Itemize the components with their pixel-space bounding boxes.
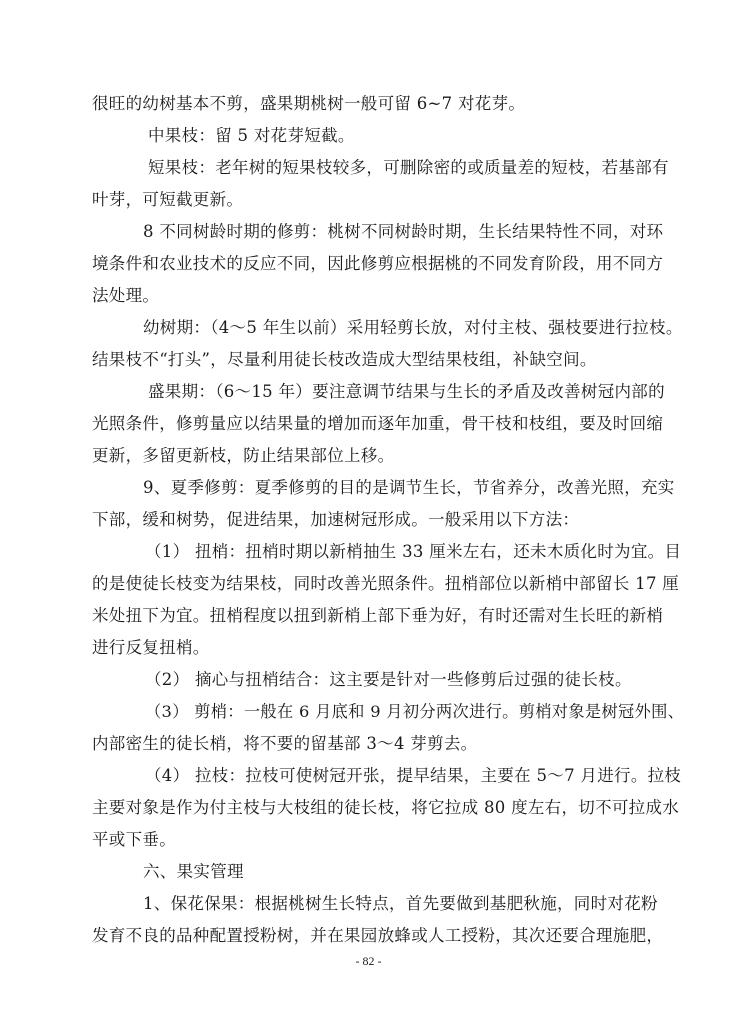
text-line: 很旺的幼树基本不剪，盛果期桃树一般可留 6~7 对花芽。 — [92, 94, 526, 113]
text-line: 短果枝：老年树的短果枝较多，可删除密的或质量差的短枝，若基部有 — [148, 158, 669, 177]
text-line: （3） 剪梢：一般在 6 月底和 9 月初分两次进行。剪梢对象是树冠外围、 — [145, 702, 685, 721]
text-line: 8 不同树龄时期的修剪：桃树不同树龄时期，生长结果特性不同，对环 — [143, 222, 664, 241]
text-line: 发育不良的品种配置授粉树，并在果园放蜂或人工授粉，其次还要合理施肥， — [92, 926, 664, 945]
text-line: 主要对象是作为付主枝与大枝组的徒长枝，将它拉成 80 度左右，切不可拉成水 — [92, 798, 680, 817]
text-line: （1） 扭梢：扭梢时期以新梢抽生 33 厘米左右，还未木质化时为宜。目 — [145, 542, 682, 561]
text-line: 结果枝不“打头”，尽量利用徒长枝改造成大型结果枝组，补缺空间。 — [92, 350, 597, 369]
text-line: 盛果期：（6～15 年）要注意调节结果与生长的矛盾及改善树冠内部的 — [148, 382, 665, 401]
text-line: 9、夏季修剪：夏季修剪的目的是调节生长，节省养分，改善光照，充实 — [143, 478, 675, 497]
text-line: 平或下垂。 — [92, 830, 176, 849]
text-line: 米处扭下为宜。扭梢程度以扭到新梢上部下垂为好，有时还需对生长旺的新梢 — [92, 606, 664, 625]
text-line: 的是使徒长枝变为结果枝，同时改善光照条件。扭梢部位以新梢中部留长 17 厘 — [92, 574, 680, 593]
text-line: 进行反复扭梢。 — [92, 638, 210, 657]
text-line: 1、保花保果：根据桃树生长特点，首先要做到基肥秋施，同时对花粉 — [143, 894, 658, 913]
text-line: 幼树期：（4～5 年生以前）采用轻剪长放，对付主枝、强枝要进行拉枝。 — [143, 318, 683, 337]
text-line: 更新，多留更新枝，防止结果部位上移。 — [92, 446, 395, 465]
text-line: 叶芽，可短截更新。 — [92, 190, 244, 209]
text-line: 内部密生的徒长梢，将不要的留基部 3～4 芽剪去。 — [92, 734, 478, 753]
text-line: （2） 摘心与扭梢结合：这主要是针对一些修剪后过强的徒长枝。 — [145, 670, 632, 689]
text-line: 下部，缓和树势，促进结果，加速树冠形成。一般采用以下方法： — [92, 510, 580, 529]
text-line: （4） 拉枝：拉枝可使树冠开张，提早结果，主要在 5～7 月进行。拉枝 — [145, 766, 682, 785]
section-heading: 六、果实管理 — [143, 862, 244, 881]
text-line: 法处理。 — [92, 286, 160, 305]
page-number: - 82 - — [355, 954, 382, 968]
text-line: 光照条件，修剪量应以结果量的增加而逐年加重，骨干枝和枝组，要及时回缩 — [92, 414, 664, 433]
text-line: 中果枝：留 5 对花芽短截。 — [148, 126, 355, 145]
text-line: 境条件和农业技术的反应不同，因此修剪应根据桃的不同发育阶段，用不同方 — [92, 254, 664, 273]
